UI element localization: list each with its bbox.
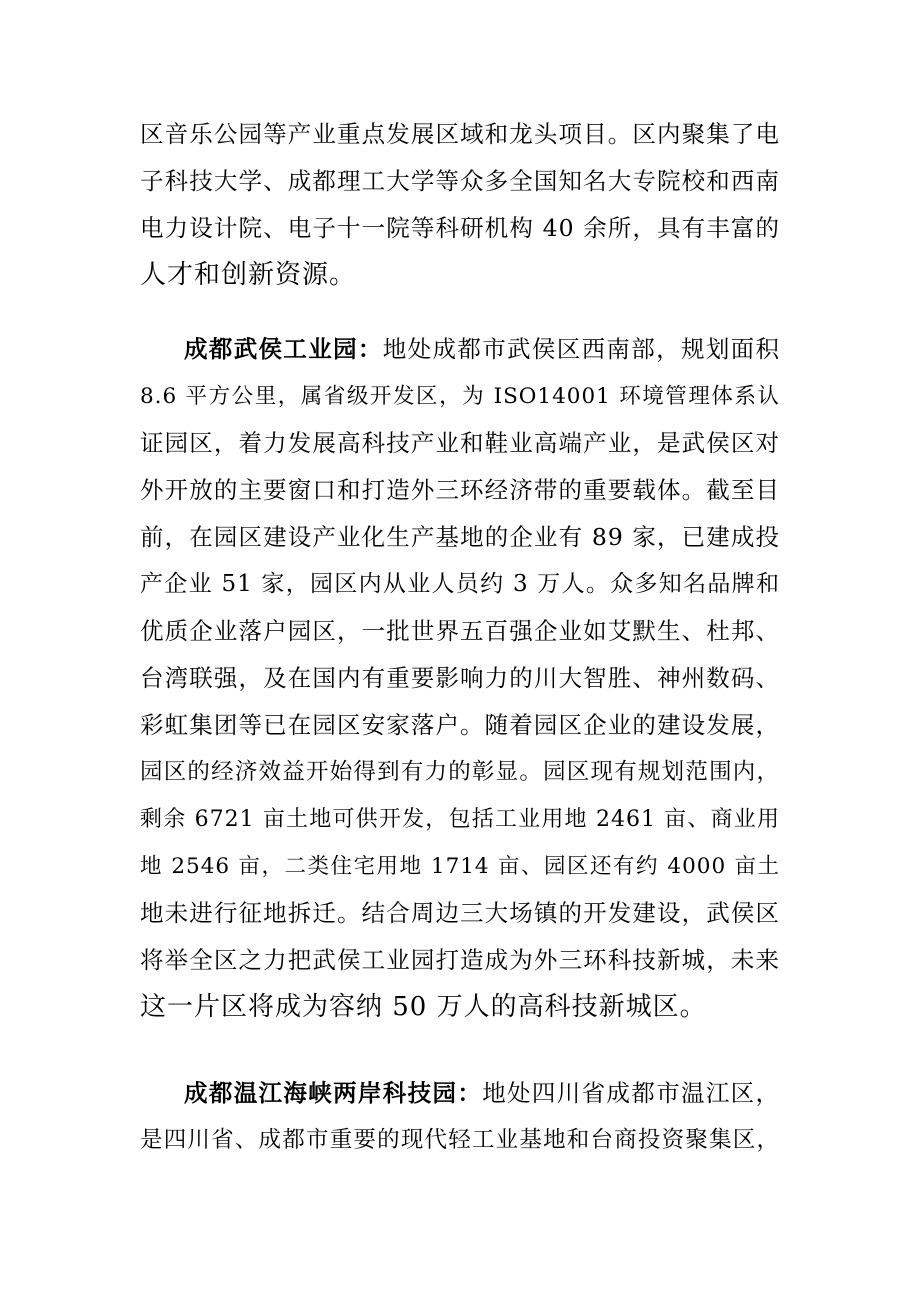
text-line: 地未进行征地拆迁。结合周边三大场镇的开发建设，武侯区 [140,899,780,927]
text-line: 区音乐公园等产业重点发展区域和龙头项目。区内聚集了电 [140,120,780,148]
section-heading: 成都武侯工业园： [184,335,383,363]
text-line-rest: 地处成都市武侯区西南部，规划面积 [382,335,781,363]
text-line: 彩虹集团等已在园区安家落户。随着园区企业的建设发展， [140,711,780,739]
text-line-first [140,1070,780,1117]
text-line: 这一片区将成为容纳 50 万人的高科技新城区。 [140,992,707,1022]
text-line: 优质企业落户园区，一批世界五百强企业如艾默生、杜邦、 [140,617,780,645]
text-line: 台湾联强，及在国内有重要影响力的川大智胜、神州数码、 [140,664,780,692]
text-line: 8.6 平方公里，属省级开发区，为 ISO14001 环境管理体系认 [140,384,780,409]
section-heading: 成都温江海峡两岸科技园： [184,1079,483,1107]
text-line: 地 2546 亩，二类住宅用地 1714 亩、园区还有约 4000 亩土 [140,854,780,879]
paragraph-wenjiang-science-park [140,1070,780,1164]
paragraph-universities [140,111,780,299]
paragraph-wuhou-industrial-park [140,326,780,1031]
text-line: 是四川省、成都市重要的现代轻工业基地和台商投资聚集区， [140,1127,780,1153]
text-line: 前，在园区建设产业化生产基地的企业有 89 家，已建成投 [140,523,780,551]
text-line: 剩余 6721 亩土地可供开发，包括工业用地 2461 亩、商业用 [140,807,780,832]
text-line: 将举全区之力把武侯工业园打造成为外三环科技新城，未来 [140,946,780,974]
text-line: 产企业 51 家，园区内从业人员约 3 万人。众多知名品牌和 [140,571,780,597]
text-line: 人才和创新资源。 [140,260,357,290]
text-line: 证园区，着力发展高科技产业和鞋业高端产业，是武侯区对 [140,429,780,457]
text-line: 电力设计院、电子十一院等科研机构 40 余所，具有丰富的 [140,214,780,242]
text-line: 子科技大学、成都理工大学等众多全国知名大专院校和西南 [140,167,780,195]
text-line: 园区的经济效益开始得到有力的彰显。园区现有规划范围内， [140,759,780,785]
text-line-rest: 地处四川省成都市温江区， [482,1079,781,1107]
text-line-first [140,326,780,373]
text-line: 外开放的主要窗口和打造外三环经济带的重要载体。截至目 [140,476,780,504]
